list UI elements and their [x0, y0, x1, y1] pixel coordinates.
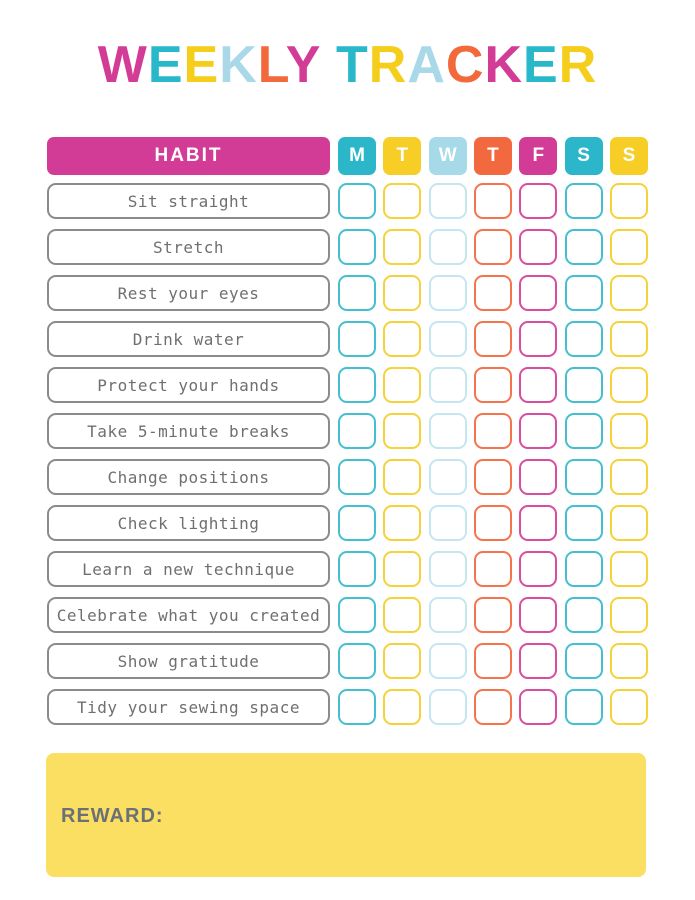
- day-checkbox[interactable]: [610, 551, 648, 587]
- habit-label: Learn a new technique: [47, 551, 330, 587]
- day-checkbox[interactable]: [474, 597, 512, 633]
- habit-column-header: HABIT: [47, 137, 330, 175]
- day-checkbox[interactable]: [519, 597, 557, 633]
- day-checkbox[interactable]: [519, 505, 557, 541]
- day-checkbox[interactable]: [565, 689, 603, 725]
- day-checkbox[interactable]: [338, 597, 376, 633]
- day-checkbox[interactable]: [565, 413, 603, 449]
- day-checkbox[interactable]: [565, 183, 603, 219]
- habit-label: Tidy your sewing space: [47, 689, 330, 725]
- day-checkbox[interactable]: [429, 643, 467, 679]
- title-letter: W: [97, 36, 148, 94]
- day-header: T: [474, 137, 512, 175]
- day-checkbox[interactable]: [565, 321, 603, 357]
- day-checkbox[interactable]: [474, 459, 512, 495]
- day-checkbox[interactable]: [565, 229, 603, 265]
- day-checkbox[interactable]: [474, 643, 512, 679]
- day-checkbox[interactable]: [610, 643, 648, 679]
- habit-checkboxes: [338, 321, 648, 357]
- day-checkbox[interactable]: [519, 275, 557, 311]
- day-header: M: [338, 137, 376, 175]
- day-checkbox[interactable]: [338, 183, 376, 219]
- day-checkbox[interactable]: [429, 597, 467, 633]
- day-checkbox[interactable]: [338, 643, 376, 679]
- day-checkbox[interactable]: [610, 229, 648, 265]
- day-checkbox[interactable]: [338, 459, 376, 495]
- title-letter: R: [558, 36, 598, 94]
- day-checkbox[interactable]: [429, 689, 467, 725]
- day-checkbox[interactable]: [429, 367, 467, 403]
- day-checkbox[interactable]: [383, 551, 421, 587]
- habit-checkboxes: [338, 183, 648, 219]
- day-checkbox[interactable]: [474, 551, 512, 587]
- title-letter: Y: [285, 36, 321, 94]
- title-letter: E: [147, 36, 184, 94]
- day-checkbox[interactable]: [474, 275, 512, 311]
- habit-label: Protect your hands: [47, 367, 330, 403]
- habit-row: [47, 597, 648, 633]
- day-checkbox[interactable]: [383, 597, 421, 633]
- habit-row: [47, 413, 648, 449]
- day-checkbox[interactable]: [383, 643, 421, 679]
- day-checkbox[interactable]: [610, 505, 648, 541]
- day-checkbox[interactable]: [565, 551, 603, 587]
- habit-row: [47, 689, 648, 725]
- habit-checkboxes: [338, 643, 648, 679]
- day-checkbox[interactable]: [429, 229, 467, 265]
- day-checkbox[interactable]: [519, 459, 557, 495]
- reward-label: REWARD:: [61, 805, 164, 827]
- day-checkbox[interactable]: [610, 413, 648, 449]
- habit-row: [47, 459, 648, 495]
- day-header: S: [565, 137, 603, 175]
- day-checkbox[interactable]: [383, 229, 421, 265]
- day-checkbox[interactable]: [610, 689, 648, 725]
- day-checkbox[interactable]: [383, 367, 421, 403]
- day-header: W: [429, 137, 467, 175]
- day-checkbox[interactable]: [429, 459, 467, 495]
- day-checkbox[interactable]: [338, 275, 376, 311]
- day-checkbox[interactable]: [474, 183, 512, 219]
- habit-label: Change positions: [47, 459, 330, 495]
- habit-row: [47, 367, 648, 403]
- day-headers: [338, 137, 648, 175]
- day-checkbox[interactable]: [383, 459, 421, 495]
- day-checkbox[interactable]: [474, 321, 512, 357]
- habit-checkboxes: [338, 505, 648, 541]
- day-checkbox[interactable]: [474, 229, 512, 265]
- day-checkbox[interactable]: [474, 505, 512, 541]
- habit-checkboxes: [338, 551, 648, 587]
- day-checkbox[interactable]: [383, 505, 421, 541]
- title-letter: L: [257, 36, 286, 94]
- title-letter: E: [523, 36, 559, 94]
- day-checkbox[interactable]: [429, 413, 467, 449]
- habit-checkboxes: [338, 275, 648, 311]
- habit-checkboxes: [338, 459, 648, 495]
- habit-label: Rest your eyes: [47, 275, 330, 311]
- day-checkbox[interactable]: [610, 183, 648, 219]
- day-checkbox[interactable]: [519, 551, 557, 587]
- habit-label: Drink water: [47, 321, 330, 357]
- day-checkbox[interactable]: [338, 551, 376, 587]
- habit-checkboxes: [338, 689, 648, 725]
- day-checkbox[interactable]: [610, 459, 648, 495]
- habit-label: Take 5-minute breaks: [47, 413, 330, 449]
- page-title: [0, 34, 695, 96]
- habit-row: [47, 551, 648, 587]
- day-checkbox[interactable]: [429, 275, 467, 311]
- day-header: S: [610, 137, 648, 175]
- day-checkbox[interactable]: [474, 367, 512, 403]
- day-checkbox[interactable]: [519, 689, 557, 725]
- reward-section: [46, 753, 646, 877]
- day-checkbox[interactable]: [338, 229, 376, 265]
- day-checkbox[interactable]: [338, 413, 376, 449]
- day-checkbox[interactable]: [383, 275, 421, 311]
- habit-label: Show gratitude: [47, 643, 330, 679]
- habit-rows: [47, 183, 648, 725]
- habit-label: Check lighting: [47, 505, 330, 541]
- day-checkbox[interactable]: [338, 367, 376, 403]
- day-checkbox[interactable]: [565, 643, 603, 679]
- day-header: F: [519, 137, 557, 175]
- title-letter: [321, 36, 336, 94]
- day-checkbox[interactable]: [338, 689, 376, 725]
- day-checkbox[interactable]: [565, 367, 603, 403]
- day-checkbox[interactable]: [429, 551, 467, 587]
- habit-row: [47, 321, 648, 357]
- day-checkbox[interactable]: [610, 275, 648, 311]
- day-checkbox[interactable]: [565, 505, 603, 541]
- title-letter: K: [219, 36, 258, 94]
- habit-row: [47, 643, 648, 679]
- day-checkbox[interactable]: [519, 413, 557, 449]
- day-checkbox[interactable]: [383, 413, 421, 449]
- day-checkbox[interactable]: [338, 505, 376, 541]
- title-letter: C: [445, 36, 485, 94]
- title-letter: R: [368, 36, 408, 94]
- day-checkbox[interactable]: [610, 321, 648, 357]
- day-checkbox[interactable]: [474, 413, 512, 449]
- habit-label: Celebrate what you created: [47, 597, 330, 633]
- habit-checkboxes: [338, 413, 648, 449]
- day-checkbox[interactable]: [519, 367, 557, 403]
- day-checkbox[interactable]: [519, 643, 557, 679]
- habit-row: [47, 275, 648, 311]
- day-checkbox[interactable]: [519, 321, 557, 357]
- day-checkbox[interactable]: [565, 459, 603, 495]
- habit-row: [47, 229, 648, 265]
- habit-row: [47, 505, 648, 541]
- habit-checkboxes: [338, 229, 648, 265]
- day-checkbox[interactable]: [383, 689, 421, 725]
- day-checkbox[interactable]: [429, 321, 467, 357]
- habit-label: Sit straight: [47, 183, 330, 219]
- day-checkbox[interactable]: [383, 321, 421, 357]
- day-checkbox[interactable]: [610, 597, 648, 633]
- day-checkbox[interactable]: [519, 229, 557, 265]
- day-checkbox[interactable]: [429, 183, 467, 219]
- day-checkbox[interactable]: [474, 689, 512, 725]
- habit-checkboxes: [338, 597, 648, 633]
- day-checkbox[interactable]: [383, 183, 421, 219]
- habit-label: Stretch: [47, 229, 330, 265]
- day-checkbox[interactable]: [519, 183, 557, 219]
- day-checkbox[interactable]: [338, 321, 376, 357]
- habit-row: [47, 183, 648, 219]
- day-checkbox[interactable]: [610, 367, 648, 403]
- day-checkbox[interactable]: [565, 597, 603, 633]
- title-letter: E: [183, 36, 220, 94]
- title-letter: K: [484, 36, 523, 94]
- day-checkbox[interactable]: [429, 505, 467, 541]
- day-header: T: [383, 137, 421, 175]
- title-letter: A: [407, 36, 446, 94]
- tracker-header-row: [47, 137, 648, 175]
- title-letter: T: [335, 36, 369, 94]
- habit-checkboxes: [338, 367, 648, 403]
- day-checkbox[interactable]: [565, 275, 603, 311]
